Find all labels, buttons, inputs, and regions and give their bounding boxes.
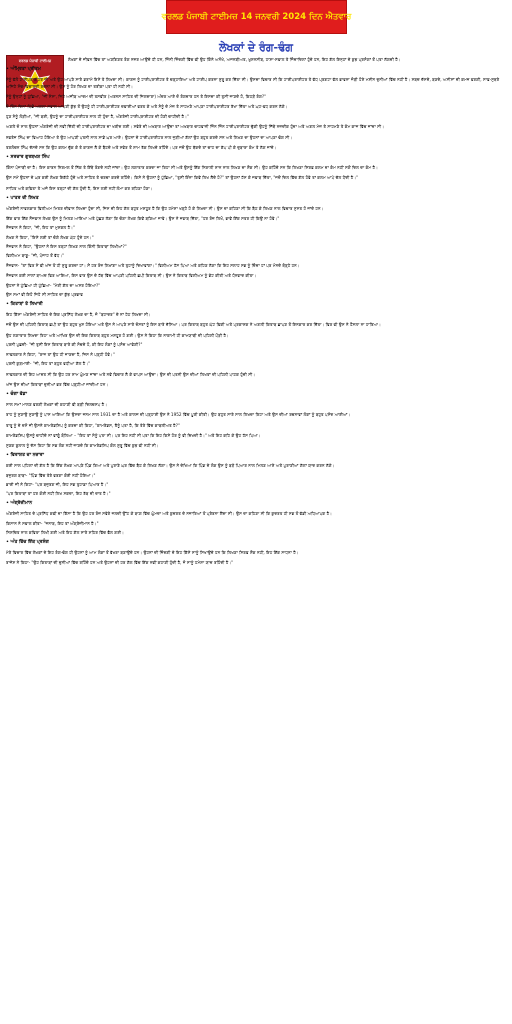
- article-paragraph: ਮੈਨੂੰ ਵੱਲੋਂ ਟਾਈਪਰਾਈਟਰ ਜੀ ਅਤੇ ਉਹ ਆਪਣੇ ਸਾਰੇ ਡਰਾਮੇ ਇਸੇ ਤੇ ਲਿਖਦਾ ਸੀ। ਕਾਗਜ਼ ਨੂੰ ਟਾਈਪਰਾਈਟਰ ਤੇ ਚੜ੍ਹਾਇਆ ਅਤੇ ਟਾਈਪ ਕਰਨਾ ਸ਼ੁਰੂ ਕਰ ਦਿੱਤਾ ਸੀ। ਉਸਦਾ ਵਿਚਾਰ ਸੀ ਕਿ ਟਾਈਪਰਾਈਟਰ ਤੇ ਵੱਧ ਪ੍ਰਗਟਾ ਵੱਲ ਭਾਵਨਾ ਜੋੜੀ ਹੋਏ ਮਸ਼ੀਨ ਦੁਨੀਆਂ ਵਿੱਚ ਨਹੀਂ ਹੈ। ਸਬਦ ਦੱਸਦੇ, ਬਣਦੇ, ਅਸੀਸਾਂ ਦੀ ਕਮਜ਼ ਵਰਗੀ, ਸਾਫ਼-ਸੁਥਰੇ ਅਜਿਹੇ ਸੋਚ-ਵਿਚਾਰਦੀ ਰਚਨਾ ਸੀ। ਉਸ ਨੂੰ ਹੋਰ ਲਿਖਣ ਦਾ ਤਰੀਕਾ ਪਤਾ ਹੀ ਨਹੀਂ ਸੀ।: [6, 77, 500, 89]
- masthead-text: ਵਰਲਡ ਪੰਜਾਬੀ ਟਾਈਮਜ਼ 14 ਜਨਵਰੀ 2024 ਦਿਨ ਐਤਵਾਰ: [161, 12, 352, 22]
- article-subheading: • ਸਰਦਾਰ ਗੁਰਬਖਸ਼ ਸਿੰਘ: [6, 155, 50, 161]
- article-paragraph: ਨੌਜਵਾਨ ਨੇ ਕਿਹਾ, "ਉਹਨਾਂ ਨੇ ਇਸ ਤਰ੍ਹਾਂ ਲਿਖਣ ਨਾਲ ਕਿੰਨੀ ਕਿਤਾਬਾਂ ਲਿਖੀਆਂ?": [6, 243, 127, 249]
- article-paragraph: ਭਾਈ ਜੀ ਨੇ ਕਿਹਾ- "ਪਰ ਬਜ਼ੁਰਗ ਜੀ, ਇਹ ਸਭ ਤੁਹਾਡਾ ਪਿਆਰ ਹੈ।": [6, 481, 109, 487]
- article-paragraph: ਪਰਨੀ ਕੁੜਮਾਈ- "ਜੀ, ਇਹ ਤਾਂ ਬਹੁਤ ਵਧੀਆ ਗੱਲ ਹੈ।": [6, 361, 91, 367]
- article-paragraph: ਅਗਲੇ ਦੋ ਸਾਲ ਉਹਨਾਂ ਅੰਗਰੇਜ਼ੀ ਦੀ ਨਵੀਂ ਦਿੱਤੀ ਦੀ ਟਾਈਪਰਾਈਟਰ ਦਾ ਖਰੀਦ ਲਈ। ਸਵੇਰੇ ਦੀ ਅਖਬਾਰ ਆਉਂਦਾ ਤਾਂ ਅਖਬਾਰ ਚਾਹਵਾਨੀ ਜਿੰਨ ਜਿੰਨ ਟਾਈਪਰਾਈਟਰ ਚੁੱਕੀ ਉਹਨੂੰ ਜਿੱਥੇ ਨਜ਼ਦੀਕ ਹੁੰਦਾ ਅਤੇ ਅਗਲ ਮੇਜ਼ ਤੇ ਸਾਹਮਣੇ ਤੇ ਕੰਮ ਕਾਜ ਵਿੱਚ ਜਾਂਦਾ ਸੀ।: [6, 124, 385, 130]
- article-paragraph: ਕਈ ਸਾਲ ਪਹਿਲਾਂ ਦੀ ਗੱਲ ਹੈ ਕਿ ਇੱਕ ਲੇਖਕ ਆਪਣੇ ਪਿੰਡ ਗਿਆ ਅਤੇ ਪੁਰਾਣੇ ਘਰ ਵਿੱਚ ਬੈਠ ਕੇ ਲਿਖਣ ਲੱਗਾ। ਉਸ ਨੇ ਦੇਖਿਆ ਕਿ ਪਿੰਡ ਦੇ ਲੋਕ ਉਸ ਨੂੰ ਬੜੇ ਪਿਆਰ ਨਾਲ ਮਿਲਣ ਆਏ ਅਤੇ ਪੁਰਾਣੀਆਂ ਗੱਲਾਂ ਯਾਦ ਕਰਨ ਲੱਗੇ।: [6, 463, 335, 469]
- article-subheading: • ਪਾਤਰ ਦੀ ਲਿਖਤ: [6, 195, 39, 201]
- article-content: [6, 67, 506, 566]
- article-paragraph: ਮੈਨੂੰ ਉਨ੍ਹਾਂ ਨੂੰ ਪੁੱਛਿਆ, "ਜੀ ਮੈਸਾ, ਜਿਹੇ ਅਜੀਬ ਆਦਮ ਦੀ ਤਸਵੀਰ (ਅਰਨਸ ਸਾਹਿਤ ਦੀ ਜਿਲਦਾਰਾ) ਅੰਦਰ ਆਏ ਦੋ ਰੰਗਦਾਰ ਹਨ ਤੇ ਇਸਦਾ ਕੀ ਤੁਸੀਂ ਜਾਣਦੇ ਹੋ, ਕਿਹੜੇ ਰੰਗ?": [6, 93, 267, 99]
- article-paragraph: ਸਾਲ ਸਮਾਂ ਮਾਲਣ ਵਰਗੀ ਲੇਖਕਾਂ ਦੀ ਕਹਾਣੀ ਵੀ ਬੜੀ ਦਿਲਚਸਪ ਹੈ।: [6, 402, 108, 408]
- article-paragraph: ਨੌਜਵਾਨ ਕਈ ਸਾਲਾਂ ਬਾਅਦ ਫਿਰ ਆਇਆ, ਇਸ ਵਾਰ ਉਸ ਦੇ ਹੱਥ ਵਿੱਚ ਆਪਣੀ ਪਹਿਲੀ ਛਪੀ ਕਿਤਾਬ ਸੀ। ਉਸ ਨੇ ਕਿਤਾਬ ਵਿਲੀਅਮ ਨੂੰ ਭੇਟ ਕੀਤੀ ਅਤੇ ਧੰਨਵਾਦ ਕੀਤਾ।: [6, 273, 257, 279]
- article-paragraph: ਅੱਜ ਉਸ ਦੀਆਂ ਕਿਤਾਬਾਂ ਦੁਨੀਆਂ ਭਰ ਵਿੱਚ ਪੜ੍ਹੀਆਂ ਜਾਂਦੀਆਂ ਹਨ।: [6, 381, 109, 387]
- article-paragraph: ਮੇਰੇ ਵਿਚਾਰ ਵਿੱਚ ਲੇਖਕਾਂ ਦੇ ਇਹ ਰੰਗ-ਢੰਗ ਹੀ ਉਹਨਾਂ ਨੂੰ ਆਮ ਲੋਕਾਂ ਤੋਂ ਵੱਖਰਾ ਬਣਾਉਂਦੇ ਹਨ। ਉਹਨਾਂ ਦੀ ਜ਼ਿੰਦਗੀ ਦੇ ਇਹ ਕਿੱਸੇ ਸਾਨੂੰ ਸਿਖਾਉਂਦੇ ਹਨ ਕਿ ਲਿਖਣਾ ਸਿਰਫ਼ ਸ਼ੌਕ ਨਹੀਂ, ਇਹ ਇੱਕ ਸਾਧਨਾ ਹੈ।: [6, 550, 299, 556]
- article-subheading: • ਵਿਰਾਸ਼ਤ ਦਾ ਨਜ਼ਾਰਾ: [6, 453, 44, 459]
- article-paragraph: ਰਾਹ ਨੂੰ ਸੁਣਾਉ ਸੁਣਾਉ ਨੂੰ ਪਾਸ ਆਇਆ ਕਿ ਉਸਦਾ ਜਨਮ ਸਾਲ 1931 ਦਾ ਹੈ ਅਤੇ ਕਾਲਜ ਦੀ ਪੜ੍ਹਾਈ ਉਸ ਨੇ 1952 ਵਿੱਚ ਪੂਰੀ ਕੀਤੀ। ਉਹ ਬਹੁਤ ਸਾਰੇ ਸਾਲ ਲਿਖਦਾ ਰਿਹਾ ਅਤੇ ਉਸ ਦੀਆਂ ਰਚਨਾਵਾਂ ਲੋਕਾਂ ਨੂੰ ਬਹੁਤ ਪਸੰਦ ਆਈਆਂ।: [6, 412, 351, 418]
- article-paragraph: ਜਦੋਂ ਉਸ ਦੀ ਪਹਿਲੀ ਕਿਤਾਬ ਛਪੀ ਤਾਂ ਉਹ ਬਹੁਤ ਖੁਸ਼ ਹੋਇਆ ਅਤੇ ਉਸ ਨੇ ਆਪਣੇ ਸਾਰੇ ਦੋਸਤਾਂ ਨੂੰ ਇਸ ਬਾਰੇ ਦੱਸਿਆ। ਪਰ ਕਿਤਾਬ ਬਹੁਤ ਘੱਟ ਵਿਕੀ ਅਤੇ ਪ੍ਰਕਾਸ਼ਕ ਨੇ ਅਗਲੀ ਕਿਤਾਬ ਛਾਪਣ ਤੋਂ ਇਨਕਾਰ ਕਰ ਦਿੱਤਾ। ਫਿਰ ਵੀ ਉਸ ਨੇ ਹੌਸਲਾ ਨਾ ਹਾਰਿਆ।: [6, 322, 381, 328]
- article-paragraph: ਤਰਲੋਚਨ ਸਿੰਘ ਦੱਸਦੇ ਸਨ ਕਿ ਉਹ ਕਲਮ ਚੁੱਕ ਕੇ ਤੇ ਕਾਗਜ਼ ਲੈ ਕੇ ਬੈਠਦੇ ਅਤੇ ਸਵੇਰ ਤੋਂ ਸ਼ਾਮ ਤੱਕ ਲਿਖਦੇ ਰਹਿੰਦੇ। ਪਰ ਜਦੋਂ ਉਹ ਥੱਕਦੇ ਤਾਂ ਚਾਹ ਦਾ ਕੱਪ ਪੀ ਕੇ ਦੁਬਾਰਾ ਕੰਮ ਤੇ ਲੱਗ ਜਾਂਦੇ।: [6, 144, 277, 150]
- article-paragraph: ਤਾਰੂ ਨੂੰ ਦੇ ਦਸੋ ਜੀ ਉਸਨੇ ਕਾਮਰੇਡਸ਼ਿਪ ਨੂੰ ਕਰਦਾ ਕੀ ਕਿਹਾ, "ਕਾਮਰੇਡਸ, ਤੈਨੂੰ ਪਤਾ ਹੈ, ਕਿ ਤੇਰੇ ਵਿੱਚ ਕਾਬਲੀਅਤ ਹੈ?": [6, 422, 180, 428]
- article-paragraph: ਲੇਖਕ ਨੇ ਕਿਹਾ, "ਇਸੇ ਲਈ ਤਾਂ ਚੰਗੇ ਲੇਖਕ ਘੱਟ ਹੁੰਦੇ ਹਨ।": [6, 234, 94, 240]
- article-paragraph: ਦੋ ਤਿੰਨ ਦਿਨਾਂ ਪਿੱਛੋਂ ਅਗਲਾ ਸਵਾਲ ਆਪਣੀ ਕੁੱਝ ਤੋਂ ਉਹਨੂੰ ਹੀ ਟਾਈਪਰਾਈਟਰ ਦਵਾਈਆਂ ਵਰਤ ਕੇ ਅਤੇ ਮੈਨੂੰ ਦੇ ਮੇਜ਼ ਤੇ ਸਾਹਮਣੇ ਆਪਣਾ ਟਾਈਪਰਾਈਟਰ ਰੱਖਾ ਦਿੱਤਾ ਅਤੇ ਘਟ-ਵਧ ਕਰਨ ਲੱਗੇ।: [6, 104, 288, 110]
- article-paragraph: ਉਸ ਸਮੇਂ ਉਹਨਾਂ ਦੇ ਘਰ ਕਈ ਲੇਖਕ ਇਕੱਠੇ ਹੁੰਦੇ ਅਤੇ ਸਾਹਿਤ ਤੇ ਚਰਚਾ ਕਰਦੇ ਰਹਿੰਦੇ। ਕਿਸੇ ਨੇ ਉਹਨਾਂ ਨੂੰ ਪੁੱਛਿਆ, "ਤੁਸੀਂ ਇੰਨਾ ਕਿਵੇਂ ਲਿਖ ਲੈਂਦੇ ਹੋ?" ਤਾਂ ਉਹਨਾਂ ਹੱਸ ਕੇ ਜਵਾਬ ਦਿੱਤਾ, "ਜਦੋਂ ਦਿਲ ਵਿੱਚ ਗੱਲ ਹੋਵੇ ਤਾਂ ਕਲਮ ਆਪੇ ਚੱਲ ਪੈਂਦੀ ਹੈ।": [6, 175, 359, 181]
- article-paragraph: ਅੰਗਰੇਜ਼ੀ ਸਾਹਿਤ ਦੇ ਪ੍ਰਸਿੱਧ ਕਵੀ ਦਾ ਕਿੱਸਾ ਹੈ ਕਿ ਉਹ ਹਰ ਰੋਜ਼ ਸਵੇਰੇ ਜਲਦੀ ਉੱਠ ਕੇ ਬਾਗ਼ ਵਿੱਚ ਘੁੰਮਦਾ ਅਤੇ ਕੁਦਰਤ ਦੇ ਨਜ਼ਾਰਿਆਂ ਤੋਂ ਪ੍ਰੇਰਨਾ ਲੈਂਦਾ ਸੀ। ਉਸ ਦਾ ਕਹਿਣਾ ਸੀ ਕਿ ਕੁਦਰਤ ਹੀ ਸਭ ਤੋਂ ਵੱਡੀ ਅਧਿਆਪਕ ਹੈ।: [6, 511, 332, 517]
- article-subheading: • ਅੰਮ੍ਰਿਤਾ ਪ੍ਰੀਤਮ: [6, 67, 41, 73]
- article-paragraph: ਨਿਸ਼ਚਿਤ ਨਾਲ ਕਵਿਤਾ ਲਿਖੀ ਗਈ ਅਤੇ ਇਹ ਗੱਲ ਸਾਰੇ ਸ਼ਹਿਰ ਵਿੱਚ ਫੈਲ ਗਈ।: [6, 529, 124, 535]
- article-subheading: • ਅੰਗ੍ਰੇਜ਼ੀਮਾਨ: [6, 501, 33, 507]
- article-paragraph: ਰਾਜੇਸ਼ ਨੇ ਕਿਹਾ- "ਉਹ ਕਿਤਾਬਾਂ ਦੀ ਦੁਨੀਆਂ ਵਿੱਚ ਰਹਿੰਦੇ ਹਨ ਅਤੇ ਉਹਨਾਂ ਦੀ ਹਰ ਗੱਲ ਵਿੱਚ ਇੱਕ ਨਵੀਂ ਕਹਾਣੀ ਹੁੰਦੀ ਹੈ, ਜੋ ਸਾਨੂੰ ਹਮੇਸ਼ਾ ਯਾਦ ਰਹਿੰਦੀ ਹੈ।": [6, 560, 234, 566]
- article-paragraph: ਇਹ ਕਿੱਸਾ ਅੰਗਰੇਜ਼ੀ ਸਾਹਿਤ ਦੇ ਇਕ ਪ੍ਰਸਿੱਧ ਲੇਖਕ ਦਾ ਹੈ, ਜੋ "ਬਹਾਦਰ" ਦੇ ਨਾਂ ਹੇਠ ਲਿਖਦਾ ਸੀ।: [6, 312, 151, 318]
- article-paragraph: ਨਾਵਲਕਾਰ ਦੀ ਇਹ ਆਦਤ ਸੀ ਕਿ ਉਹ ਹਰ ਸ਼ਾਮ ਘੁੰਮਣ ਜਾਂਦਾ ਅਤੇ ਨਵੇਂ ਵਿਚਾਰ ਲੈ ਕੇ ਵਾਪਸ ਆਉਂਦਾ। ਉਸ ਦੀ ਪਤਨੀ ਉਸ ਦੀਆਂ ਲਿਖਤਾਂ ਦੀ ਪਹਿਲੀ ਪਾਠਕ ਹੁੰਦੀ ਸੀ।: [6, 371, 256, 377]
- article-paragraph: "ਪਰ ਕਿਤਾਬਾਂ ਤਾਂ ਹਰ ਕੋਈ ਨਹੀਂ ਲਿਖ ਸਕਦਾ, ਇਹ ਰੱਬ ਦੀ ਦਾਤ ਹੈ।": [6, 490, 111, 496]
- article-paragraph: ਬਜ਼ੁਰਗ ਬਾਬਾ- "ਪਿੰਡ ਵਿੱਚ ਤੇਰੇ ਵਰਗਾ ਕੋਈ ਨਹੀਂ ਹੋਇਆ।": [6, 472, 96, 478]
- article-paragraph: ਸੁਣਕ ਬੁਲਾਲ ਨੂੰ ਦੱਸ ਰਿਹਾ ਕਿ ਸਭ ਲੋਕ ਨਹੀਂ ਜਾਣਦੇ ਕਿ ਕਾਮਰੇਡਸ਼ਿਪ ਕੋਲ ਸ਼ੁਰੂ ਵਿੱਚ ਕੁਝ ਵੀ ਨਹੀਂ ਸੀ।: [6, 442, 159, 448]
- article-paragraph: ਕਿੰਨਾ ਪੰਜਾਬੀ ਦਾ ਹੈ। ਇਸ ਕਾਰਨ ਨਿਰਮਲ ਤੋਂ ਨਿੱਕ ਤੇ ਇੱਥੇ ਰੰਗਦੇ ਨਹੀਂ ਜਾਂਦਾ। ਉਹ ਲਗਾਤਾਰ ਕਰਦਾ ਜਾ ਰਿਹਾ ਸੀ ਅਤੇ ਉਸਨੂੰ ਇੱਕ ਨਿਰਾਲੀ ਸ਼ਾਨ ਨਾਲ ਲਿਖਣ ਦਾ ਸ਼ੌਕ ਸੀ। ਉਹ ਕਹਿੰਦੇ ਸਨ ਕਿ ਲਿਖਣਾ ਸਿਰਫ਼ ਕਲਮ ਦਾ ਕੰਮ ਨਹੀਂ ਸਗੋਂ ਦਿਲ ਦਾ ਕੰਮ ਹੈ।: [6, 165, 378, 171]
- article-subheading: • ਚੰਗਾ ਵੱਡਾ: [6, 391, 27, 397]
- article-paragraph: ਕਿਸਾਨ ਨੇ ਸਵਾਲ ਕੀਤਾ- "ਜਨਾਬ, ਇਹ ਤਾਂ ਅੰਗ੍ਰੇਜ਼ੀਮਾਨ ਹੈ।": [6, 520, 99, 526]
- article-subheading: • ਅੰਤ ਵਿੱਚ ਇੱਕ ਪ੍ਰਸੰਗ: [6, 539, 49, 545]
- newspaper-masthead: [161, 0, 352, 34]
- article-paragraph: ਉਹਨਾਂ ਨੇ ਪੁੱਛਿਆ ਹੀ ਪੁੱਛਿਆ- "ਮੇਰੀ ਗੱਲ ਦਾ ਅਸਰ ਹੋਇਆ?": [6, 282, 101, 288]
- article-paragraph: ਨਾਵਲਕਾਰ ਨੇ ਕਿਹਾ, "ਰਾਜ ਤਾਂ ਉਹ ਹੀ ਜਾਣਦਾ ਹੈ, ਜਿਸ ਨੇ ਪੜ੍ਹੀ ਹੋਵੇ।": [6, 352, 115, 358]
- article-paragraph: ਉਸ ਸਮਾਂ ਵੀ ਇਹੋ ਜਿਹੇ ਸੀ ਸਾਹਿਤ ਦਾ ਕੁੱਝ ਪ੍ਰਭਾਵ: [6, 291, 84, 297]
- article-paragraph: ਉਹ ਲਗਾਤਾਰ ਲਿਖਦਾ ਰਿਹਾ ਅਤੇ ਆਖਿਰ ਉਸ ਦੀ ਇਕ ਕਿਤਾਬ ਬਹੁਤ ਮਸ਼ਹੂਰ ਹੋ ਗਈ। ਉਸ ਨੇ ਕਿਹਾ ਕਿ ਨਾਕਾਮੀ ਹੀ ਕਾਮਯਾਬੀ ਦੀ ਪਹਿਲੀ ਪੌੜੀ ਹੈ।: [6, 332, 229, 338]
- article-paragraph: ਅੰਗਰੇਜ਼ੀ ਨਾਵਲਕਾਰ ਵਿਲੀਅਮ ਮਿਤਰ ਦੀਵਾਨ ਲਿਖਦਾ ਹੁੰਦਾ ਸੀ, ਜਿਸ ਦੀ ਇਹ ਗੱਲ ਬਹੁਤ ਮਸ਼ਹੂਰ ਹੈ ਕਿ ਉਹ ਹਮੇਸ਼ਾ ਖੜ੍ਹੇ ਹੋ ਕੇ ਲਿਖਦਾ ਸੀ। ਉਸ ਦਾ ਕਹਿਣਾ ਸੀ ਕਿ ਬੈਠ ਕੇ ਲਿਖਣ ਨਾਲ ਵਿਚਾਰ ਸੁਸਤ ਹੋ ਜਾਂਦੇ ਹਨ।: [6, 206, 324, 212]
- article-paragraph: ਨੌਜਵਾਨ- "ਤਾਂ ਫਿਰ ਮੈਂ ਵੀ ਅੱਜ ਤੋਂ ਹੀ ਸ਼ੁਰੂ ਕਰਦਾ ਹਾਂ। ਮੈਂ ਹਰ ਰੋਜ਼ ਲਿਖਾਂਗਾ ਅਤੇ ਤੁਹਾਨੂੰ ਦਿਖਾਵਾਂਗਾ।" ਵਿਲੀਅਮ ਹੱਸ ਪਿਆ ਅਤੇ ਕਹਿਣ ਲੱਗਾ ਕਿ ਇਹ ਸਲਾਹ ਸਭ ਨੂੰ ਦਿੰਦਾ ਹਾਂ ਪਰ ਮੰਨਦੇ ਥੋੜ੍ਹੇ ਹਨ।: [6, 263, 300, 269]
- article-paragraph: ਇੱਕ ਵਾਰ ਇੱਕ ਨੌਜਵਾਨ ਲੇਖਕ ਉਸ ਨੂੰ ਮਿਲਣ ਆਇਆ ਅਤੇ ਪੁੱਛਣ ਲੱਗਾ ਕਿ ਚੰਗਾ ਲੇਖਕ ਕਿਵੇਂ ਬਣਿਆ ਜਾਵੇ। ਉਸ ਨੇ ਜਵਾਬ ਦਿੱਤਾ, "ਹਰ ਰੋਜ਼ ਲਿਖੋ, ਭਾਵੇਂ ਇੱਕ ਸਤਰ ਹੀ ਕਿਉਂ ਨਾ ਹੋਵੇ।": [6, 216, 280, 222]
- article-paragraph: ਵਿਲੀਅਮ ਬਾਬੂ- "ਜੀ, ਪੰਜਾਹ ਤੋਂ ਵੱਧ।": [6, 253, 65, 259]
- article-lead: ਲੇਖਕਾਂ ਦੇ ਜੀਵਨ ਵਿੱਚ ਤਾਂ ਅਣਗਿਣਤ ਰੰਗ ਨਜ਼ਰ ਆਉਂਦੇ ਹੀ ਹਨ, ਜਿੰਨੀ ਜ਼ਿੰਦਗੀ ਵਿੱਚ ਵੀ ਉਹ ਕਿੰਨੇ ਅਨੋਖੇ, ਅਜਨਬੀਅਤ, ਖ਼ੁਸ਼ਨਸੀਬ, ਹਾਸ਼ਾ-ਸਵਾਲ ਤੇ ਜਿੰਦਾਦਿਲਾਂ ਹੁੰਦੇ ਹਨ, ਇਹ ਗੱਲ ਇਨ੍ਹਾਂ ਦੇ ਕੁਝ ਪ੍ਰਸੰਗਾਂ ਤੋਂ ਪਤਾ ਲੱਗਦੀ ਹੈ।: [68, 57, 401, 62]
- article-body: [6, 57, 506, 1021]
- article-paragraph: ਹੁਣ ਮੈਨੂੰ ਲੋੜੀਆਂ, "ਜੀ ਬਈ, ਉਹਨੂੰ ਦਾ ਟਾਈਪਰਾਈਟਰ ਨਾਲ ਹੀ ਹੁੰਦਾ ਹੈ, ਅੰਗਰੇਜ਼ੀ ਟਾਈਪਰਾਈਟਰ ਦੀ ਹੋਣੀ ਚਾਹੀਦੀ ਹੈ।": [6, 114, 189, 120]
- article-paragraph: ਪਰਨੀ ਪੁਛਦੀ- "ਜੀ ਤੁਸੀਂ ਇਸ ਕਿਤਾਬ ਬਾਰੇ ਕੀ ਸੋਚਦੇ ਹੋ, ਕੀ ਇਹ ਲੋਕਾਂ ਨੂੰ ਪਸੰਦ ਆਵੇਗੀ?": [6, 341, 143, 347]
- logo-text: ਵਰਲਡ ਪੰਜਾਬੀ ਟਾਈਮਜ਼: [18, 59, 52, 63]
- section-title: ਲੇਖਕਾਂ ਦੇ ਰੰਗ-ਢੰਗ: [219, 41, 293, 54]
- article-paragraph: ਸਾਹਿਤ ਅਤੇ ਕਵਿਤਾ ਤੇ ਅਜੇ ਇਸ ਤਰ੍ਹਾਂ ਦੀ ਗੱਲ ਹੁੰਦੀ ਹੈ, ਇਸ ਲਈ ਨਹੀਂ ਲੰਮਾ ਕਰ ਰਹਿਣਾ ਹੋਣਾ।: [6, 185, 153, 191]
- article-paragraph: ਕਾਮਰੇਡਸ਼ਿਪ ਉਸਨੂੰ ਚਾਹੀਦੇ ਨਾਂ ਵਾਂਗੂੰ ਬੋਲਿਆ – "ਇਹ ਤਾਂ ਮੈਨੂੰ ਪਤਾ ਸੀ। ਪਰ ਇਹ ਨਹੀਂ ਸੀ ਪਤਾ ਕਿ ਇਹ ਕਿਸੇ ਹੋਰ ਨੂੰ ਵੀ ਦਿਖਦੀ ਹੈ।" ਅਤੇ ਇਹ ਕਹਿ ਕੇ ਉਹ ਹੱਸ ਪਿਆ।: [6, 432, 261, 438]
- article-subheading: • ਕਿਤਾਬਾਂ ਤੇ ਲਿਖਾਰੀ: [6, 302, 43, 308]
- article-paragraph: ਨੌਜਵਾਨ ਨੇ ਕਿਹਾ, "ਜੀ, ਇਹ ਤਾਂ ਮੁਸ਼ਕਲ ਹੈ।": [6, 225, 75, 231]
- article-paragraph: ਨਵਤੇਜ ਸਿੰਘ ਦਾ ਵਿਆਹ ਹੋਇਆ ਤੇ ਉਹ ਆਪਣੀ ਪਤਨੀ ਨਾਲ ਸਾਡੇ ਘਰ ਆਏ। ਉਹਨਾਂ ਦੇ ਟਾਈਪਰਾਈਟਰ ਨਾਲ ਜੁੜੀਆਂ ਗੱਲਾਂ ਉਹ ਬਹੁਤ ਕਰਦੇ ਸਨ ਅਤੇ ਲਿਖਣ ਦਾ ਉਹਨਾਂ ਦਾ ਆਪਣਾ ਢੰਗ ਸੀ।: [6, 134, 293, 140]
